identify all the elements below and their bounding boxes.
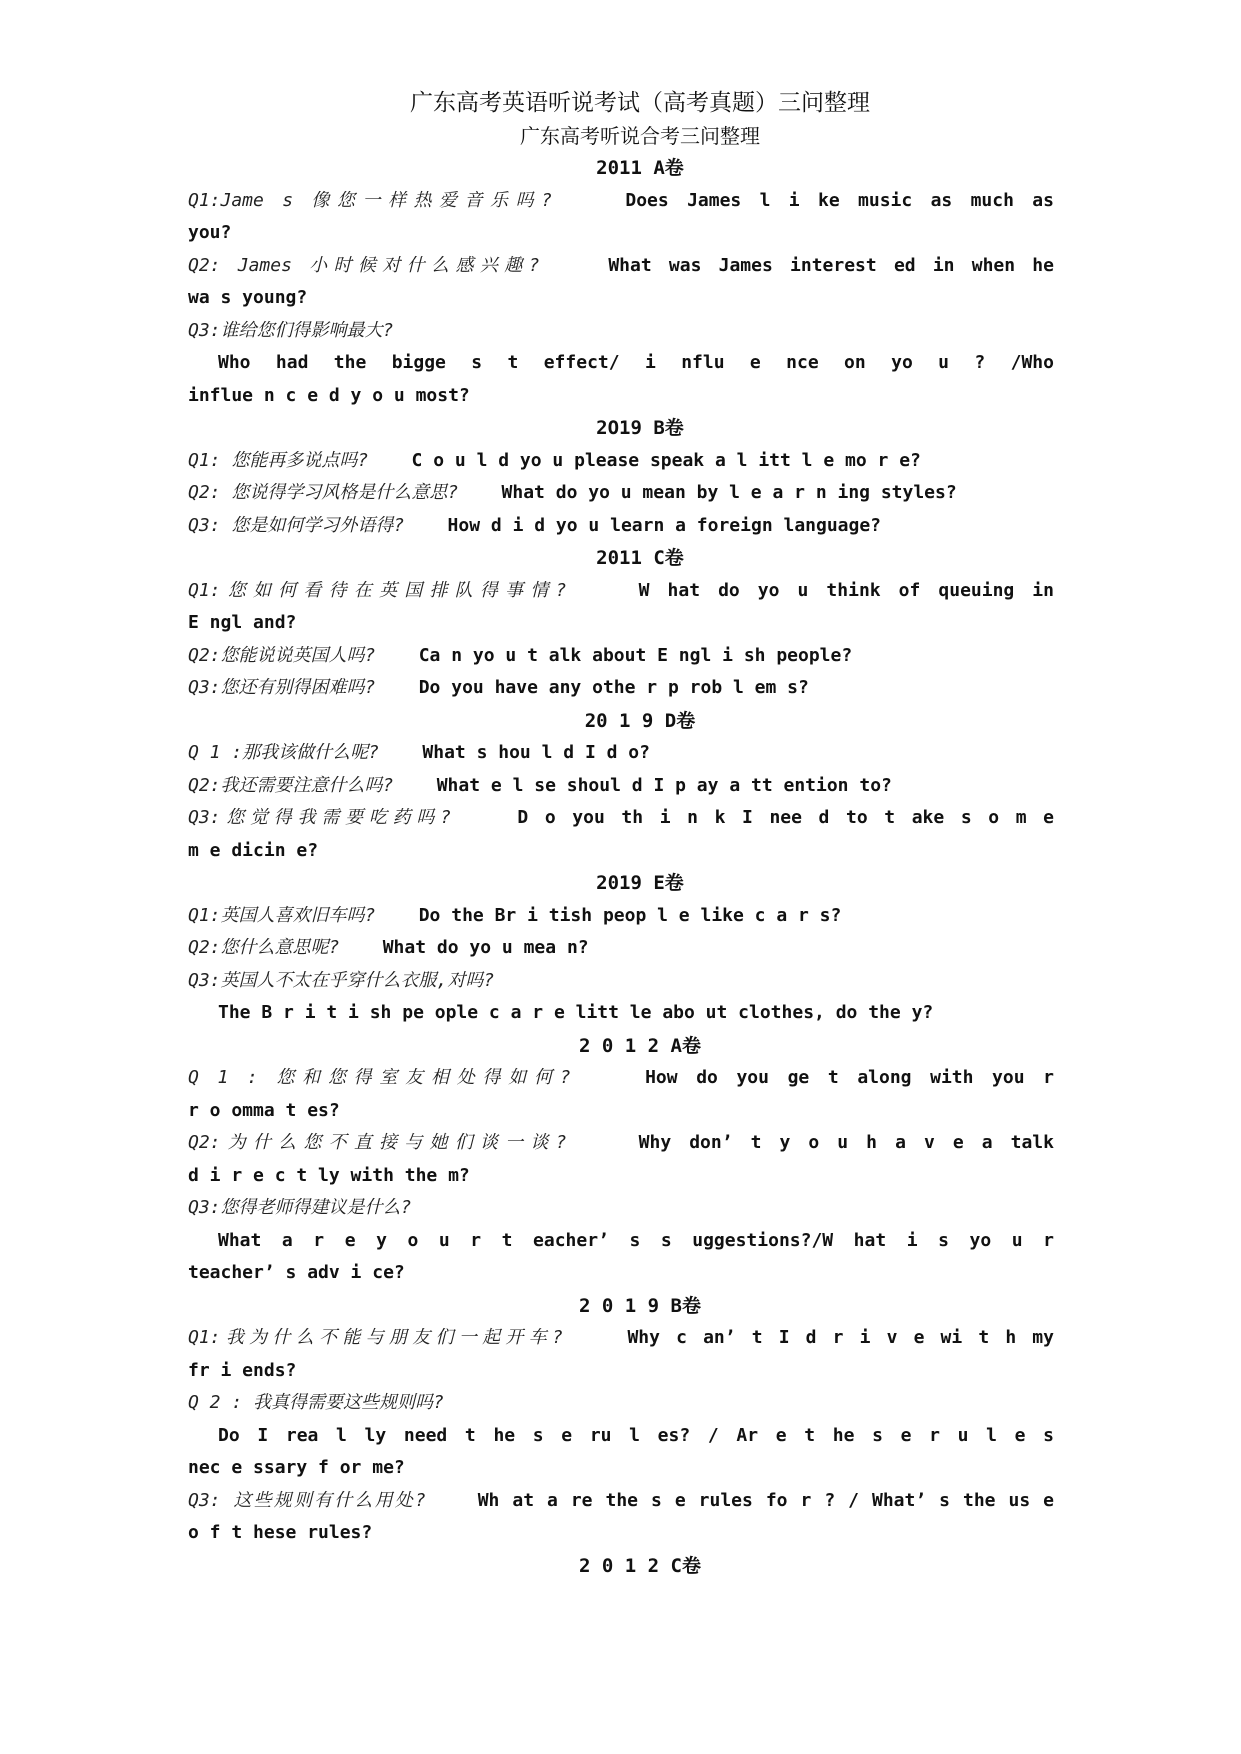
chinese-question: Q1:您如何看待在英国排队得事情? bbox=[188, 579, 567, 601]
section-heading: 2019 E卷 bbox=[596, 872, 684, 894]
english-question: Wh at a re the s e rules fo r ? / What’ s the us e bbox=[477, 1489, 1054, 1511]
document-content bbox=[188, 86, 1054, 1582]
english-question: What a r e y o u r t eacher’ s s uggestions?/W hat i s yo u r bbox=[218, 1229, 1054, 1251]
qa-line bbox=[188, 217, 1054, 250]
chinese-question: Q 2 : 我真得需要这些规则吗? bbox=[188, 1392, 444, 1413]
qa-line bbox=[188, 445, 1054, 478]
section-heading: 2 0 1 2 A卷 bbox=[579, 1034, 701, 1057]
qa-line bbox=[188, 1322, 1054, 1355]
english-question: Do you have any othe r p rob l em s? bbox=[418, 677, 809, 698]
qa-line bbox=[188, 1062, 1054, 1095]
english-question: E ngl and? bbox=[188, 612, 297, 633]
qa-line bbox=[188, 347, 1054, 380]
english-question: Who had the bigge s t effect/ i nflu e nce on yo u ? /Who bbox=[218, 352, 1054, 373]
chinese-question: Q1: 您能再多说点吗? bbox=[188, 449, 369, 471]
chinese-question: Q1:我为什么不能与朋友们一起开车? bbox=[188, 1327, 563, 1348]
chinese-question: Q3:您觉得我需要吃药吗? bbox=[188, 807, 451, 828]
english-question: Do the Br i tish peop l e like c a r s? bbox=[418, 904, 842, 926]
qa-line bbox=[188, 737, 1054, 770]
english-question: nec e ssary f or me? bbox=[188, 1457, 405, 1478]
qa-line bbox=[188, 770, 1054, 803]
qa-line bbox=[188, 640, 1054, 673]
section-heading: 2 0 1 9 B卷 bbox=[579, 1294, 701, 1317]
english-question: The B r i t i sh pe ople c a r e litt le abo ut clothes, do the y? bbox=[218, 1002, 934, 1023]
english-question: influe n c e d y o u most? bbox=[188, 384, 470, 406]
qa-line bbox=[188, 1485, 1054, 1518]
qa-line bbox=[188, 672, 1054, 705]
english-question: What s hou l d I d o? bbox=[422, 742, 650, 763]
qa-line bbox=[188, 1257, 1054, 1290]
qa-line bbox=[188, 380, 1054, 413]
english-question: What was James interest ed in when he bbox=[608, 254, 1054, 276]
qa-line bbox=[188, 1355, 1054, 1388]
qa-line bbox=[188, 1452, 1054, 1485]
english-question: fr i ends? bbox=[188, 1359, 297, 1381]
qa-line bbox=[188, 802, 1054, 835]
qa-line bbox=[188, 185, 1054, 218]
qa-line bbox=[188, 1192, 1054, 1225]
qa-line bbox=[188, 250, 1054, 283]
english-question: d i r e c t ly with the m? bbox=[188, 1164, 470, 1186]
section-heading: 2O19 B卷 bbox=[596, 417, 684, 439]
qa-line bbox=[188, 1160, 1054, 1193]
english-question: Does James l i ke music as much as bbox=[625, 189, 1054, 211]
qa-line bbox=[188, 932, 1054, 965]
qa-line bbox=[188, 1517, 1054, 1550]
section-heading: 2011 C卷 bbox=[596, 547, 684, 569]
chinese-question: Q 1 :那我该做什么呢? bbox=[188, 742, 380, 763]
chinese-question: Q3:您得老师得建议是什么? bbox=[188, 1197, 412, 1218]
qa-line bbox=[188, 835, 1054, 868]
chinese-question: Q3:英国人不太在乎穿什么衣服,对吗? bbox=[188, 969, 495, 991]
chinese-question: Q 1 : 您和您得室友相处得如何? bbox=[188, 1067, 571, 1088]
chinese-question: Q2: James 小时候对什么感兴趣? bbox=[188, 254, 540, 276]
english-question: Ca n yo u t alk about E ngl i sh people? bbox=[418, 644, 853, 666]
qa-line bbox=[188, 575, 1054, 608]
qa-line bbox=[188, 477, 1054, 510]
qa-line bbox=[188, 1127, 1054, 1160]
english-question: r o omma t es? bbox=[188, 1099, 340, 1121]
qa-line bbox=[188, 1420, 1054, 1453]
qa-line bbox=[188, 1387, 1054, 1420]
english-question: W hat do yo u think of queuing in bbox=[638, 579, 1054, 601]
chinese-question: Q2:我还需要注意什么吗? bbox=[188, 774, 394, 796]
chinese-question: Q3:您还有别得困难吗? bbox=[188, 677, 376, 698]
chinese-question: Q3: 您是如何学习外语得? bbox=[188, 514, 405, 536]
english-question: How d i d yo u learn a foreign language? bbox=[447, 514, 882, 536]
qa-line bbox=[188, 607, 1054, 640]
sections-container bbox=[188, 152, 1054, 1582]
chinese-question: Q2:您能说说英国人吗? bbox=[188, 644, 376, 666]
english-question: What e l se shoul d I p ay a tt ention to? bbox=[436, 774, 892, 796]
qa-line bbox=[188, 510, 1054, 543]
english-question: Do I rea l ly need t he s e ru l es? / Ar e t he s e r u l e s bbox=[218, 1424, 1054, 1446]
english-question: you? bbox=[188, 222, 232, 243]
chinese-question: Q1:Jame s 像您一样热爱音乐吗? bbox=[188, 189, 552, 211]
qa-line bbox=[188, 900, 1054, 933]
english-question: C o u l d yo u please speak a l itt l e mo r e? bbox=[411, 449, 921, 471]
page-title: 广东高考英语听说考试（高考真题）三问整理 bbox=[410, 90, 870, 116]
section-heading: 2011 A卷 bbox=[596, 157, 684, 179]
qa-line bbox=[188, 282, 1054, 315]
page-subtitle: 广东高考听说合考三问整理 bbox=[520, 124, 760, 148]
english-question: m e dicin e? bbox=[188, 839, 319, 861]
qa-line bbox=[188, 1095, 1054, 1128]
section-heading: 2 0 1 2 C卷 bbox=[579, 1554, 701, 1577]
chinese-question: Q3: 这些规则有什么用处? bbox=[188, 1489, 426, 1511]
qa-line bbox=[188, 315, 1054, 348]
english-question: teacher’ s adv i ce? bbox=[188, 1262, 405, 1283]
chinese-question: Q2:您什么意思呢? bbox=[188, 937, 340, 958]
english-question: wa s young? bbox=[188, 287, 308, 308]
chinese-question: Q2:为什么您不直接与她们谈一谈? bbox=[188, 1132, 567, 1153]
chinese-question: Q3:谁给您们得影响最大? bbox=[188, 319, 394, 341]
english-question: D o you th i n k I nee d to t ake s o m e bbox=[517, 807, 1054, 828]
qa-line bbox=[188, 1225, 1054, 1258]
english-question: What do yo u mean by l e a r n ing styles? bbox=[501, 482, 957, 503]
section-heading: 20 1 9 D卷 bbox=[584, 709, 696, 732]
english-question: o f t hese rules? bbox=[188, 1522, 373, 1543]
qa-line bbox=[188, 965, 1054, 998]
qa-line bbox=[188, 997, 1054, 1030]
english-question: Why don’ t y o u h a v e a talk bbox=[638, 1132, 1054, 1153]
chinese-question: Q1:英国人喜欢旧车吗? bbox=[188, 904, 376, 926]
english-question: What do yo u mea n? bbox=[382, 937, 589, 958]
english-question: How do you ge t along with you r bbox=[645, 1067, 1055, 1088]
chinese-question: Q2: 您说得学习风格是什么意思? bbox=[188, 482, 459, 503]
english-question: Why c an’ t I d r i v e wi t h my bbox=[627, 1327, 1054, 1348]
